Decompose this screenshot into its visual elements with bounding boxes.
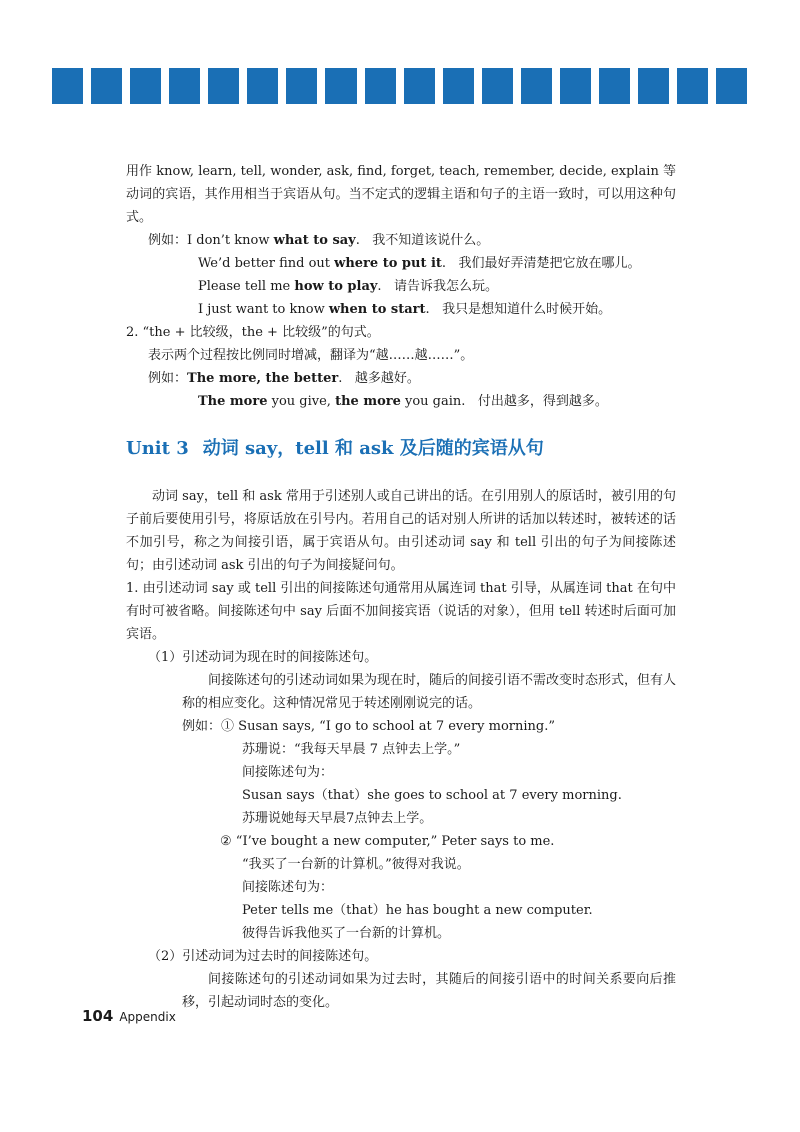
- example-label: 例如：: [182, 719, 222, 734]
- section2-heading: 2. “the + 比较级，the + 比较级”的句式。: [126, 325, 380, 340]
- header-decoration-square: [365, 68, 396, 104]
- header-decoration-square: [677, 68, 708, 104]
- header-decoration-square: [130, 68, 161, 104]
- header-decoration-square: [286, 68, 317, 104]
- section2-example-2: The more you give, the more you gain. 付出越多，得到越多。: [198, 394, 608, 409]
- subsection-1-heading: （1）引述动词为现在时的间接陈述句。: [148, 650, 378, 665]
- unit-number: Unit 3: [126, 438, 189, 459]
- intro-paragraph: 用作 know, learn, tell, wonder, ask, find, forget, teach, remember, decide, explain 等动词的宾语，其作用相当于宾语从句。当不定式的逻辑主语和句子的主语一致时，可以用这种句式。: [126, 164, 676, 225]
- example-1-indirect-translation: 苏珊说她每天早晨7点钟去上学。: [242, 811, 433, 826]
- example-1-translation: 苏珊说：“我每天早晨 7 点钟去上学。”: [242, 742, 461, 757]
- header-decoration-square: [638, 68, 669, 104]
- header-decoration-square: [91, 68, 122, 104]
- unit-heading: [126, 435, 676, 463]
- point-1-paragraph: 1. 由引述动词 say 或 tell 引出的间接陈述句通常用从属连词 that 引导，从属连词 that 在句中有时可被省略。间接陈述句中 say 后面不加间接宾语（说话的对象），但用 tell 转述时后面可加宾语。: [126, 581, 676, 642]
- header-decoration-square: [482, 68, 513, 104]
- intro-example-1: 例如：I don’t know what to say. 我不知道该说什么。: [148, 233, 490, 248]
- header-decoration-square: [560, 68, 591, 104]
- example-2-line: ② “I’ve bought a new computer,” Peter says to me.: [220, 834, 555, 849]
- example-label: 例如：: [148, 233, 188, 248]
- example-1-line: 例如：① Susan says, “I go to school at 7 every morning.”: [182, 719, 556, 734]
- example-1-indirect-label: 间接陈述句为：: [242, 765, 334, 780]
- intro-example-3: Please tell me how to play. 请告诉我怎么玩。: [198, 279, 498, 294]
- intro-example-4: I just want to know when to start. 我只是想知道什么时候开始。: [198, 302, 612, 317]
- header-decoration-square: [404, 68, 435, 104]
- intro-example-2: We’d better find out where to put it. 我们最好弄清楚把它放在哪儿。: [198, 256, 641, 271]
- example-number: ②: [220, 834, 232, 849]
- subsection-2-description: 间接陈述句的引述动词如果为过去时，其随后的间接引语中的时间关系要向后推移，引起动词时态的变化。: [182, 972, 676, 1010]
- header-decoration-square: [208, 68, 239, 104]
- header-decoration-square: [599, 68, 630, 104]
- subsection-2-heading: （2）引述动词为过去时的间接陈述句。: [148, 949, 378, 964]
- header-decoration-square: [716, 68, 747, 104]
- example-2-indirect-sentence: Peter tells me（that）he has bought a new computer.: [242, 903, 593, 918]
- page-number: 104: [82, 1007, 114, 1025]
- example-2-indirect-translation: 彼得告诉我他买了一台新的计算机。: [242, 926, 451, 941]
- header-decoration-square: [169, 68, 200, 104]
- body-intro-paragraph: 动词 say，tell 和 ask 常用于引述别人或自己讲出的话。在引用别人的原话时，被引用的句子前后要使用引号，将原话放在引号内。若用自己的话对别人所讲的话加以转述时，被转述的话不加引号，称之为间接引语，属于宾语从句。由引述动词 say 和 tell 引出的句子为间接陈述句；由引述动词 ask 引出的句子为间接疑问句。: [126, 489, 676, 573]
- header-decoration-square: [521, 68, 552, 104]
- header-decoration-bar: [52, 68, 747, 104]
- unit-title: 动词 say，tell 和 ask 及后随的宾语从句: [202, 438, 544, 459]
- example-2-translation: “我买了一台新的计算机。”彼得对我说。: [242, 857, 470, 872]
- section2-description: 表示两个过程按比例同时增减，翻译为“越……越……”。: [148, 348, 474, 363]
- page-footer: [82, 1006, 176, 1025]
- example-number: ①: [221, 719, 235, 734]
- header-decoration-square: [443, 68, 474, 104]
- example-label: 例如：: [148, 371, 188, 386]
- header-decoration-square: [247, 68, 278, 104]
- header-decoration-square: [325, 68, 356, 104]
- subsection-1-description: 间接陈述句的引述动词如果为现在时，随后的间接引语不需改变时态形式，但有人称的相应变化。这种情况常见于转述刚刚说完的话。: [182, 673, 677, 711]
- page-content: [126, 160, 676, 1014]
- header-decoration-square: [52, 68, 83, 104]
- page-label: Appendix: [119, 1010, 176, 1024]
- example-2-indirect-label: 间接陈述句为：: [242, 880, 334, 895]
- section2-example-1: 例如：The more, the better. 越多越好。: [148, 371, 420, 386]
- example-1-indirect-sentence: Susan says（that）she goes to school at 7 every morning.: [242, 788, 622, 803]
